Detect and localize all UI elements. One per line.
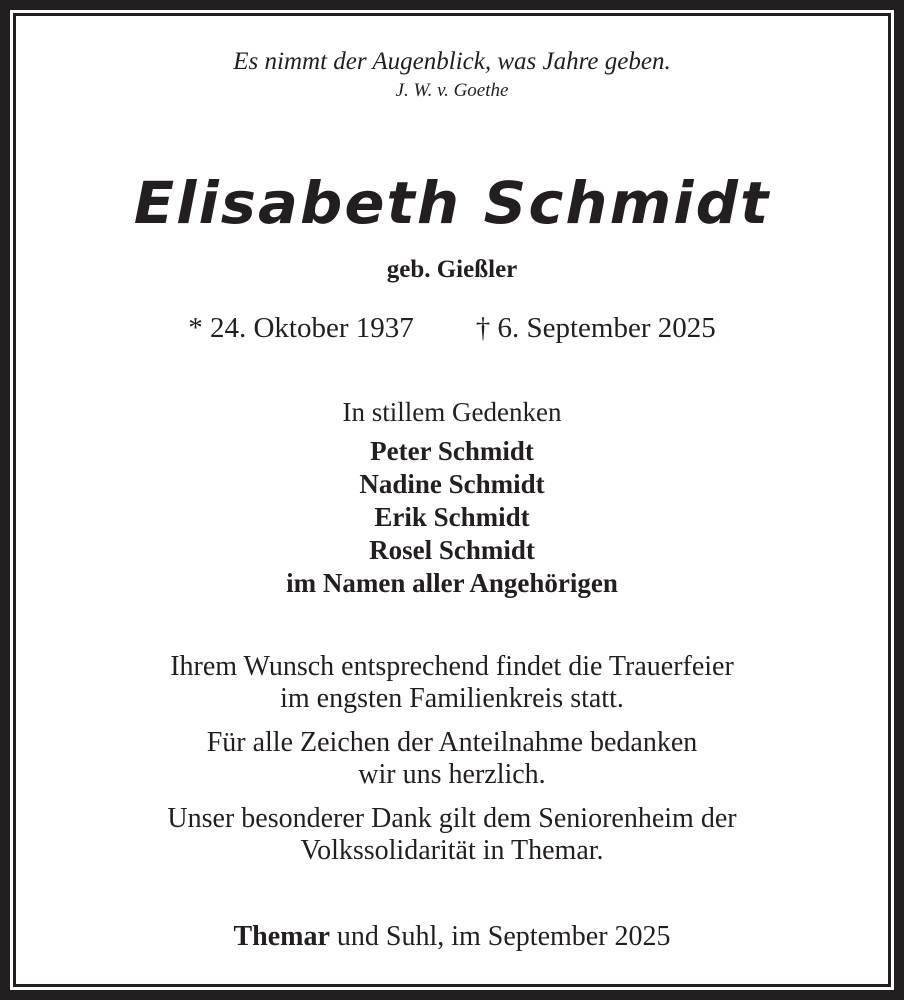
footer-rest: und Suhl, im September 2025 [329,921,671,952]
frame-outer-gap [10,10,894,990]
deceased-name: Elisabeth Schmidt [133,169,771,237]
paragraph-line: Für alle Zeichen der Anteilnahme bedanken [206,727,698,758]
life-dates [16,311,888,345]
place-date-footer [16,920,888,954]
death-date: † 6. September 2025 [475,312,716,344]
mourners-list [16,435,888,600]
mourner-name: Rosel Schmidt [369,535,535,565]
mourner-name: Peter Schmidt [370,436,534,466]
frame-inner-line [13,13,891,987]
paragraph-line: wir uns herzlich. [358,759,546,790]
obituary-card [16,16,888,984]
maiden-name: geb. Gießler [386,256,518,283]
mourner-name: Erik Schmidt [374,502,530,532]
motto-author: J. W. v. Goethe [395,80,509,101]
birth-date: * 24. Oktober 1937 [188,312,414,344]
mourner-name: Nadine Schmidt [359,469,545,499]
paragraph-funeral [16,651,888,715]
footer-place: Themar [233,921,330,952]
paragraph-thanks [16,727,888,791]
paragraph-line: Unser besonderer Dank gilt dem Seniorenheim der [167,803,737,834]
paragraph-line: Ihrem Wunsch entsprechend findet die Trauerfeier [170,651,734,682]
mourners-all-relatives: im Namen aller Angehörigen [286,568,618,598]
paragraph-special-thanks [16,803,888,867]
paragraph-line: im engsten Familienkreis statt. [280,683,624,714]
motto-quote: Es nimmt der Augenblick, was Jahre geben. [233,48,671,75]
mourners-intro: In stillem Gedenken [342,397,562,427]
paragraph-line: Volkssolidarität in Themar. [300,835,604,866]
